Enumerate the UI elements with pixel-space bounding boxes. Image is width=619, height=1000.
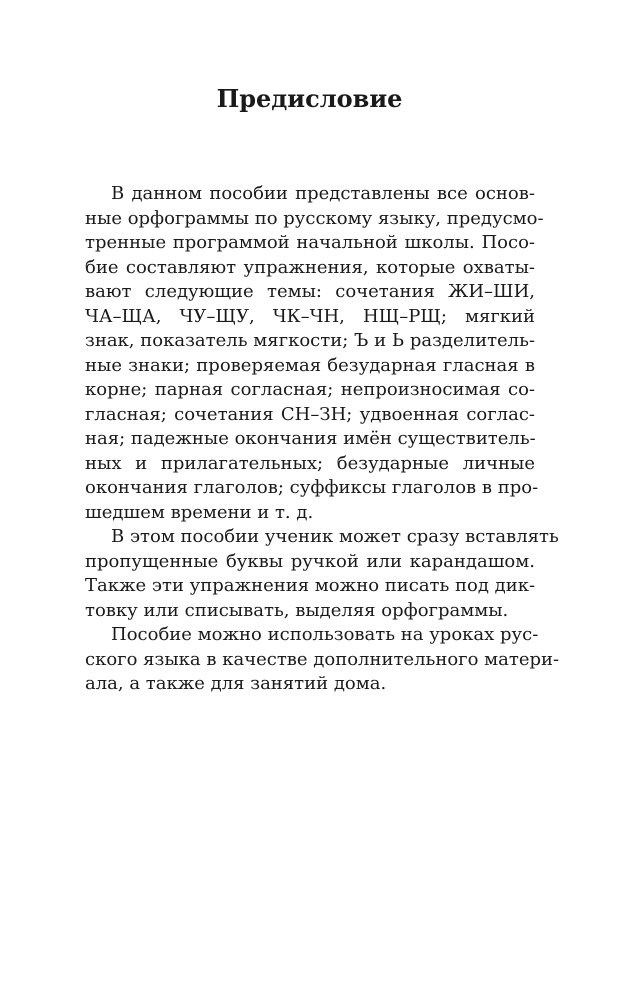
text-line: ная; падежные окончания имён существитель- [85,428,536,449]
text-line: ского языка в качестве дополнительного матери- [85,648,560,670]
text-line: шедшем времени и т. д. [85,501,314,523]
text-line: знак, показатель мягкости; Ъ и Ь разделитель- [85,330,535,351]
text-line: ных и прилагательных; безударные личные [85,452,535,474]
text-line: окончания глаголов; суффиксы глаголов в про- [85,477,539,498]
page-title: Предисловие [216,84,403,113]
text-line: ала, а также для занятий дома. [85,673,387,694]
text-line: гласная; сочетания СН–ЗН; удвоенная соглас- [85,403,535,425]
text-line: В этом пособии ученик может сразу вставлять [111,526,559,547]
text-line: ные знаки; проверяемая безударная гласная в [85,354,535,376]
paragraph-1 [85,182,544,525]
text-line: В данном пособии представлены все основ- [111,183,535,204]
text-line: бие составляют упражнения, которые охваты- [85,256,535,278]
text-line: вают следующие темы: сочетания ЖИ–ШИ, [85,281,535,302]
paragraph-3 [85,623,560,697]
preface-text [85,182,560,697]
text-line: тренные программой начальной школы. Посо- [85,232,535,253]
text-line: ные орфограммы по русскому языку, предусмо- [85,207,544,229]
text-line: товку или списывать, выделяя орфограммы. [85,599,509,621]
text-line: Также эти упражнения можно писать под дик- [85,575,536,596]
text-line: пропущенные буквы ручкой или карандашом. [85,550,535,572]
text-line: Пособие можно использовать на уроках рус- [111,624,539,645]
text-line: ЧА–ЩА, ЧУ–ЩУ, ЧК–ЧН, НЩ–РЩ; мягкий [85,305,535,327]
paragraph-2 [85,525,559,623]
text-line: корне; парная согласная; непроизносимая со- [85,379,535,400]
